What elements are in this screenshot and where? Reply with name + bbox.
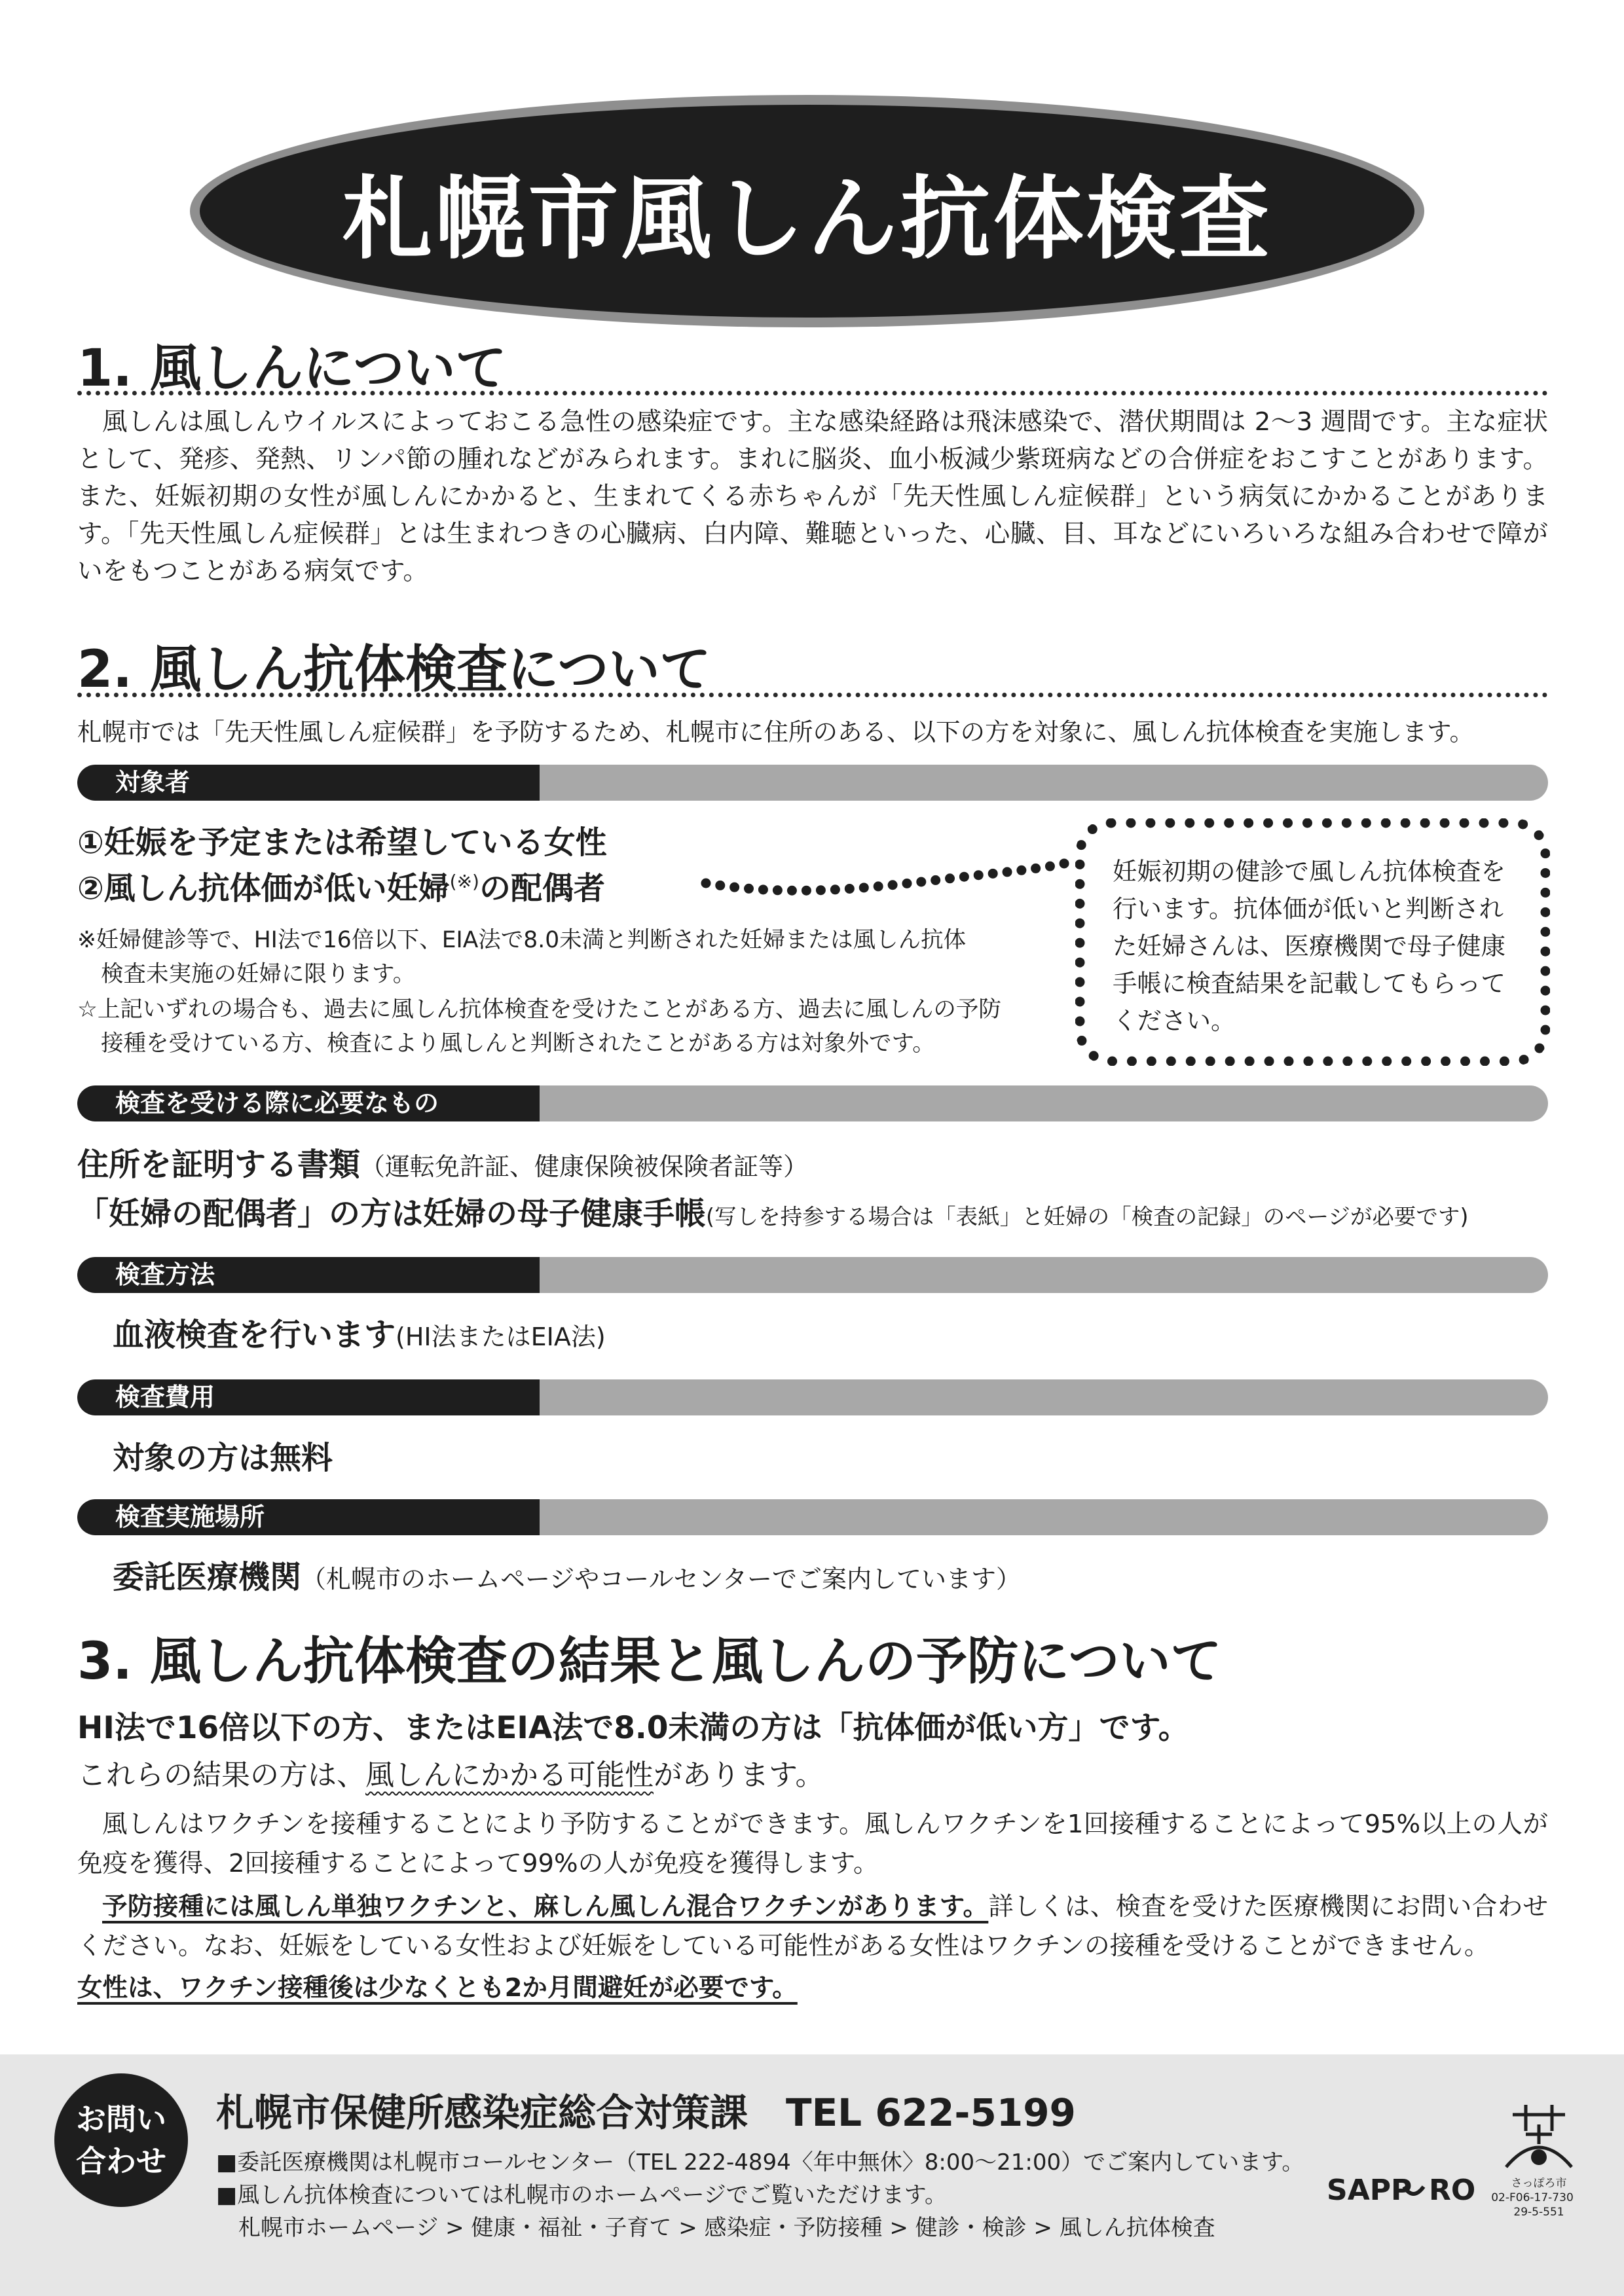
contact-badge-line1: お問い [76,2102,166,2137]
section3-sub-highlight: 風しんにかかる可能性 [365,1758,654,1792]
place-bar [77,1499,1548,1535]
place-note: （札幌市のホームページやコールセンターでご案内しています） [301,1565,1021,1594]
section3-sub-a: これらの結果の方は、 [77,1758,365,1792]
contact-badge [54,2073,188,2207]
section3-paragraph-2-rest: 詳しくは、検査を受けた医療機関にお問い合わせください。なお、妊娠をしている女性および妊娠をしている可能性がある女性はワクチンの接種を受けることができません。 [77,1892,1548,1961]
print-code-1: 02-F06-17-730 [1491,2191,1574,2204]
required-bar [77,1085,1548,1121]
required-line-2-note: (写しを持参する場合は「表紙」と妊婦の「検査の記録」のページが必要です) [706,1204,1469,1230]
target-note-2-line2: 接種を受けている方、検査により風しんと判断されたことがある方は対象外です。 [101,1030,935,1057]
target-note-2 [77,993,1001,1061]
section1-heading: 1. 風しんについて [77,339,507,398]
title-oval [200,105,1414,318]
cost-bar [77,1379,1548,1415]
place-text [113,1552,1021,1597]
required-line-1 [77,1139,808,1184]
print-code-2: 29-5-551 [1513,2206,1564,2219]
place-label: 検査実施場所 [77,1499,540,1535]
svg-text:RO: RO [1429,2174,1476,2207]
method-note: (HI法またはEIA法) [396,1322,606,1351]
method-text [113,1309,606,1355]
target-item-2-tail: の配偶者 [479,870,605,907]
section1-paragraph: 風しんは風しんウイルスによっておこる急性の感染症です。主な感染経路は飛沫感染で、潜伏期間は 2〜3 週間です。主な症状として、発疹、発熱、リンパ節の腫れなどがみられます。まれに脳炎、血小板減少紫斑病などの合併症をおこすことがあります。また、妊娠初期の女性が風しんにかかると、生まれてくる赤ちゃんが「先天性風しん症候群」という病気にかかることがあります。「先天性風しん症候群」とは生まれつきの心臓病、白内障、難聴といった、心臓、目、耳などにいろいろな組み合わせで障がいをもつことがある病気です。 [77,407,1548,586]
page-title: 札幌市風しん抗体検査 [342,166,1272,272]
section3-heading: 3. 風しん抗体検査の結果と風しんの予防について [77,1632,1222,1691]
contact-details [216,2146,1304,2244]
method-bar [77,1257,1548,1293]
target-note-1-line1: ※妊婦健診等で、HI法で16倍以下、EIA法で8.0未満と判断された妊婦または風しん抗体 [77,927,967,953]
section2-intro: 札幌市では「先天性風しん症候群」を予防するため、札幌市に住所のある、以下の方を対象に、風しん抗体検査を実施します。 [77,718,1474,746]
section3-paragraph-1: 風しんはワクチンを接種することにより予防することができます。風しんワクチンを1回接種することによって95%以上の人が免疫を獲得、2回接種することによって99%の人が免疫を獲得します。 [77,1810,1548,1878]
section1-body [77,403,1548,590]
section3-body [77,1805,1548,2008]
dotted-pointer [701,854,1080,910]
section3-sub-c: があります。 [654,1758,824,1792]
method-bold: 血液検査を行います [113,1317,396,1353]
contact-badge-line2: 合わせ [76,2143,166,2179]
target-item-2-main: ②風しん抗体価が低い妊婦 [77,870,450,907]
section2-heading: 2. 風しん抗体検査について [77,640,711,699]
contact-line-2: ■風しん抗体検査については札幌市のホームページでご覧いただけます。 [216,2182,948,2208]
city-emblem-caption: さっぽろ市 [1511,2177,1567,2190]
target-note-2-line1: ☆上記いずれの場合も、過去に風しん抗体検査を受けたことがある方、過去に風しんの予防 [77,996,1001,1023]
sapporo-logo-mark [1324,2109,1491,2214]
required-line-1-note: （運転免許証、健康保険被保険者証等） [360,1152,809,1181]
section3-sub [77,1751,824,1793]
cost-text: 対象の方は無料 [113,1440,333,1476]
place-bold: 委託医療機関 [113,1559,302,1595]
contact-office: 札幌市保健所感染症総合対策課 TEL 622-5199 [216,2090,1076,2135]
section3-paragraph-2 [77,1887,1548,1966]
required-line-2 [77,1188,1468,1233]
section1-divider [77,391,1548,395]
city-emblem-icon [1500,2095,1578,2174]
target-bar [77,765,1548,801]
target-note-1 [77,923,966,991]
target-item-2 [77,863,605,908]
required-line-1-bold: 住所を証明する書類 [77,1146,361,1183]
target-item-2-sup: (※) [449,871,479,892]
section2-divider [77,693,1548,697]
section3-paragraph-2-bold: 予防接種には風しん単独ワクチンと、麻しん風しん混合ワクチンがあります。 [102,1892,989,1922]
contact-line-3: 札幌市ホームページ > 健康・福祉・子育て > 感染症・予防接種 > 健診・検診 > 風しん抗体検査 [238,2215,1215,2241]
section3-paragraph-3 [77,1969,1548,2008]
required-label: 検査を受ける際に必要なもの [77,1085,540,1121]
target-item-1: ①妊娠を予定または希望している女性 [77,824,607,861]
method-label: 検査方法 [77,1257,540,1293]
sapporo-logo [1324,2109,1491,2227]
required-line-2-bold: 「妊婦の配偶者」の方は妊婦の母子健康手帳 [77,1195,707,1232]
city-emblem-block [1491,2095,1578,2288]
info-bubble: 妊娠初期の健診で風しん抗体検査を行います。抗体価が低いと判断された妊婦さんは、医療機関で母子健康手帳に検査結果を記載してもらってください。 [1075,818,1550,1066]
section3-paragraph-3-bold: 女性は、ワクチン接種後は少なくとも2か月間避妊が必要です。 [77,1973,798,2003]
target-note-1-line2: 検査未実施の妊婦に限ります。 [101,961,416,987]
contact-line-1: ■委託医療機関は札幌市コールセンター（TEL 222-4894〈年中無休〉8:00〜21:00）でご案内しています。 [216,2149,1304,2176]
cost-label: 検査費用 [77,1379,540,1415]
section3-lead: HI法で16倍以下の方、またはEIA法で8.0未満の方は「抗体価が低い方」です。 [77,1710,1189,1746]
target-label: 対象者 [77,765,540,801]
svg-text:SAPP: SAPP [1327,2174,1412,2207]
